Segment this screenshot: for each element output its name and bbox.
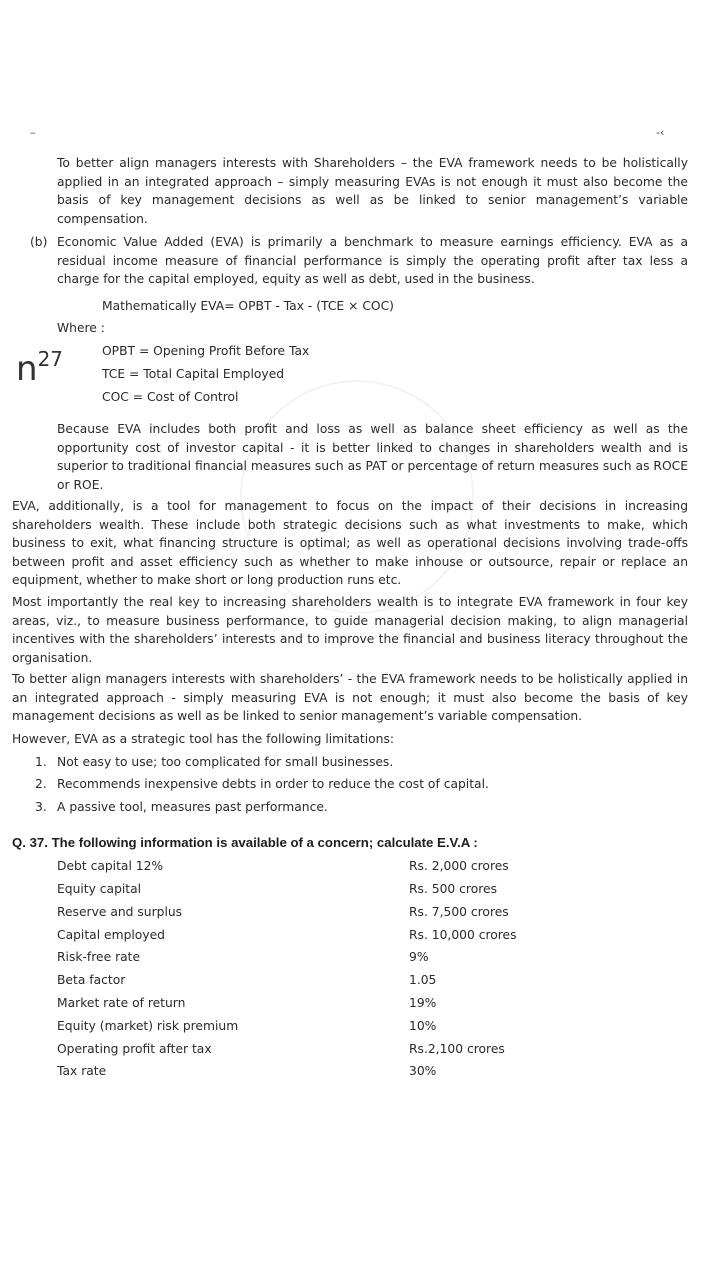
row-value: 19% <box>409 996 437 1010</box>
where-label: Where : <box>57 321 105 335</box>
eva-formula: Mathematically EVA= OPBT - Tax - (TCE × COC) <box>102 299 394 313</box>
row-label: Tax rate <box>57 1064 107 1078</box>
row-value: Rs. 2,000 crores <box>409 859 509 873</box>
row-label: Debt capital 12% <box>57 859 164 873</box>
page-mark-left: – <box>30 126 36 139</box>
row-label: Equity capital <box>57 882 142 896</box>
row-value: 30% <box>409 1064 437 1078</box>
section-a-paragraph: To better align managers interests with Shareholders – the EVA framework needs to be holistically applied in an integrated approach – simply measuring EVAs is not enough it must also become the basis of key management decisions as well as be linked to senior management’s variable compensation. <box>57 156 688 226</box>
data-row <box>57 1040 617 1058</box>
data-row <box>57 880 617 898</box>
definition-tce: TCE = Total Capital Employed <box>102 367 285 381</box>
row-value: Rs. 500 crores <box>409 882 497 896</box>
question-heading: Q. 37. The following information is available of a concern; calculate E.V.A : <box>12 835 478 850</box>
data-row <box>57 1017 617 1035</box>
list-item <box>35 798 328 817</box>
row-value: 1.05 <box>409 973 437 987</box>
data-row <box>57 971 617 989</box>
section-b-label: (b) <box>30 235 48 249</box>
section-b-closing-paragraph: Because EVA includes both profit and loss as well as balance sheet efficiency as well as the opportunity cost of investor capital - it is better linked to changes in shareholders wealth and is superior to traditional financial measures such as PAT or percentage of return measures such as ROCE or ROE. <box>57 422 688 492</box>
row-value: Rs. 7,500 crores <box>409 905 509 919</box>
row-value: Rs.2,100 crores <box>409 1042 505 1056</box>
body-paragraph-3: To better align managers interests with shareholders’ - the EVA framework needs to be holistically applied in an integrated approach - simply measuring EVA is not enough; it must also become the basis of key management decisions as well as be linked to senior management’s variable compensation. <box>12 672 688 723</box>
body-paragraph-2: Most importantly the real key to increasing shareholders wealth is to integrate EVA framework in four key areas, viz., to measure business performance, to guide managerial decision making, to align managerial incentives with the shareholders’ interests and to improve the financial and business literacy throughout the organisation. <box>12 595 688 665</box>
data-row <box>57 948 617 966</box>
list-item-number: 1. <box>35 755 47 769</box>
row-label: Capital employed <box>57 928 165 942</box>
list-item-number: 3. <box>35 800 47 814</box>
limitations-intro: However, EVA as a strategic tool has the following limitations: <box>12 732 395 746</box>
data-row <box>57 926 617 944</box>
row-label: Risk-free rate <box>57 950 141 964</box>
list-item <box>35 775 489 794</box>
row-value: 10% <box>409 1019 437 1033</box>
data-row <box>57 994 617 1012</box>
row-value: Rs. 10,000 crores <box>409 928 517 942</box>
handwritten-note-sup: 27 <box>37 347 64 371</box>
row-value: 9% <box>409 950 429 964</box>
list-item-number: 2. <box>35 777 47 791</box>
row-label: Equity (market) risk premium <box>57 1019 239 1033</box>
definition-opbt: OPBT = Opening Profit Before Tax <box>102 344 310 358</box>
row-label: Operating profit after tax <box>57 1042 212 1056</box>
list-item-text: A passive tool, measures past performance. <box>57 800 328 814</box>
data-row <box>57 857 617 875</box>
body-paragraph-1: EVA, additionally, is a tool for management to focus on the impact of their decisions in increasing shareholders wealth. These include both strategic decisions such as what investments to make, which business to exit, what financing structure is optimal; as well as operational decisions involving trade-offs between profit and asset efficiency such as whether to make inhouse or outsource, repair or replace an equipment, whether to make short or long production runs etc. <box>12 499 688 587</box>
definition-coc: COC = Cost of Control <box>102 390 239 404</box>
row-label: Reserve and surplus <box>57 905 183 919</box>
page-mark-right: -‹ <box>656 126 665 139</box>
handwritten-note <box>16 342 64 389</box>
handwritten-note-base: n <box>16 349 38 389</box>
data-row <box>57 903 617 921</box>
list-item <box>35 753 393 772</box>
list-item-text: Not easy to use; too complicated for small businesses. <box>57 755 394 769</box>
data-row <box>57 1062 617 1080</box>
list-item-text: Recommends inexpensive debts in order to reduce the cost of capital. <box>57 777 489 791</box>
row-label: Market rate of return <box>57 996 186 1010</box>
section-b-paragraph: Economic Value Added (EVA) is primarily a benchmark to measure earnings efficiency. EVA as a residual income measure of financial performance is simply the operating profit after tax less a charge for the capital employed, equity as well as debt, used in the business. <box>57 235 688 286</box>
row-label: Beta factor <box>57 973 126 987</box>
